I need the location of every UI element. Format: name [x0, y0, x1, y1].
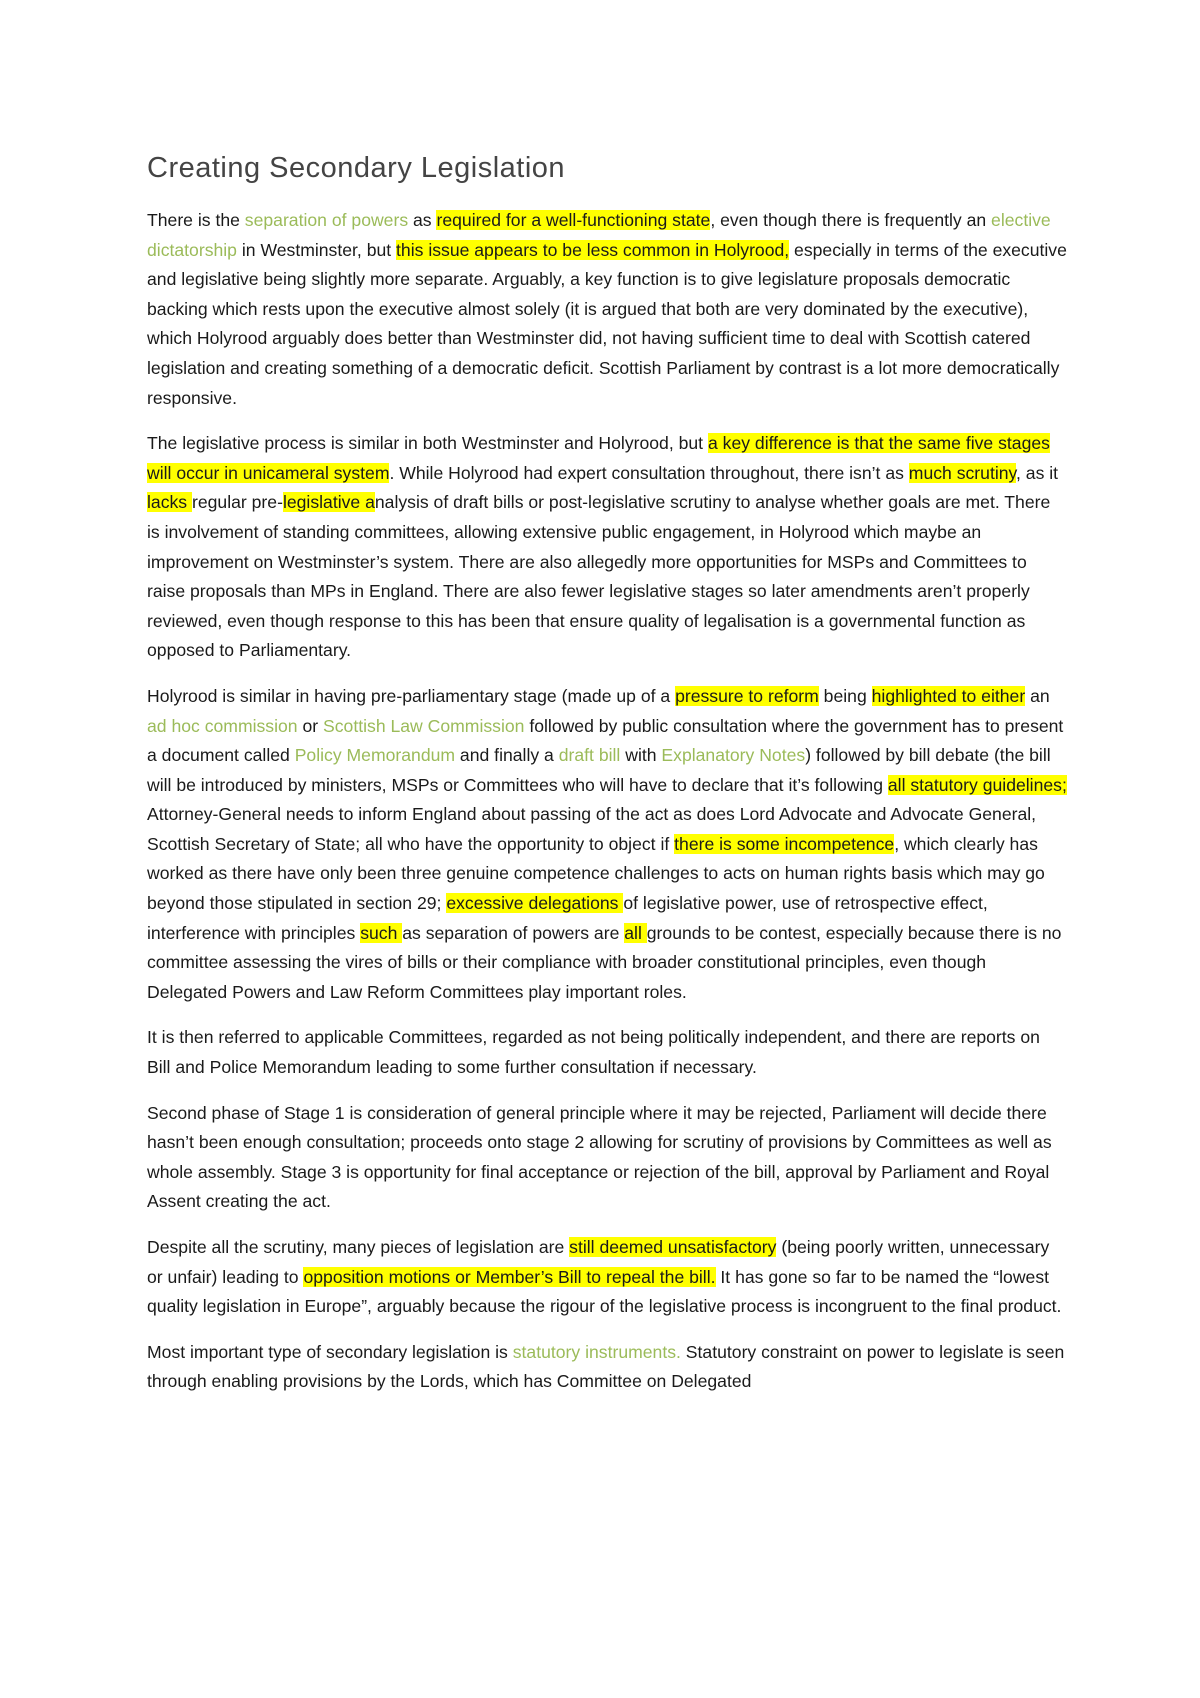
highlighted-text: still deemed unsatisfactory — [569, 1237, 777, 1257]
body-paragraph — [147, 1023, 1067, 1082]
body-paragraph — [147, 1233, 1067, 1322]
key-term: Explanatory Notes — [661, 745, 806, 766]
text-run: Attorney-General needs to inform England about passing of the act as does Lord Advocate and Advocate General, Scottish Secretary of State; all who have the opportunity to object if — [147, 804, 1037, 854]
text-run: being — [818, 685, 872, 706]
text-run: followed by public consultation where the government has to present a document called — [147, 715, 1064, 766]
highlighted-text: highlighted to either — [871, 685, 1026, 706]
highlighted-text: a key difference is that the same five stages will occur in unicameral system — [147, 433, 1050, 483]
text-run: The legislative process is similar in both Westminster and Holyrood, but — [147, 433, 708, 454]
text-run: It is then referred to applicable Committees, regarded as not being politically independent, and there are reports on Bill and Police Memorandum leading to some further consultation if necessary. — [147, 1027, 1040, 1078]
key-term: separation of powers — [244, 210, 409, 230]
text-run: Most important type of secondary legislation is — [147, 1341, 513, 1362]
text-run: an — [1025, 685, 1050, 706]
highlighted-text: lacks — [147, 492, 192, 513]
key-term: statutory instruments. — [512, 1341, 681, 1362]
highlighted-text: opposition motions or Member’s Bill to repeal the bill. — [303, 1266, 716, 1287]
text-run: Despite all the scrutiny, many pieces of legislation are — [147, 1237, 570, 1257]
text-run: There is the — [147, 210, 245, 230]
key-term: ad hoc commission — [147, 715, 298, 736]
document-title: Creating Secondary Legislation — [147, 152, 566, 184]
key-term: draft bill — [558, 745, 621, 766]
text-run: ) followed by bill debate (the bill will be introduced by ministers, MSPs or Committees who will have to declare that it’s following — [147, 745, 1051, 795]
highlighted-text: all statutory guidelines; — [887, 774, 1067, 795]
text-run: in Westminster, but — [236, 239, 397, 260]
text-run: as separation of powers are — [402, 922, 625, 943]
body-paragraph — [147, 206, 1067, 413]
document-body — [147, 148, 1067, 1413]
text-run: Holyrood is similar in having pre-parliamentary stage (made up of a — [147, 685, 676, 706]
highlighted-text: such — [360, 922, 403, 943]
text-run: It has gone so far to be named the “lowest quality legislation in Europe”, arguably because the rigour of the legislative process is incongruent to the final product. — [147, 1266, 1062, 1317]
body-paragraph — [147, 429, 1067, 666]
body-paragraph — [147, 1099, 1067, 1217]
highlighted-text: this issue appears to be less common in Holyrood, — [396, 239, 790, 260]
body-paragraph — [147, 1338, 1067, 1397]
text-run: , even though there is frequently an — [710, 210, 992, 230]
highlighted-text: legislative a — [282, 492, 375, 513]
body-paragraph — [147, 682, 1067, 1008]
highlighted-text: excessive delegations — [446, 893, 624, 914]
text-run: and finally a — [455, 745, 559, 766]
highlighted-text: much scrutiny — [908, 462, 1017, 483]
text-run: . While Holyrood had expert consultation throughout, there isn’t as — [389, 462, 909, 483]
key-term: Policy Memorandum — [294, 745, 456, 766]
text-run: grounds to be contest, especially because there is no committee assessing the vires of bills or their compliance with broader constitutional principles, even though Delegated Powers and Law Reform Committees play important roles. — [147, 922, 1062, 1002]
text-run: , which clearly has worked as there have only been three genuine competence challenges to acts on human rights basis which may go beyond those stipulated in section 29; — [147, 833, 1045, 914]
text-run: with — [620, 745, 662, 766]
text-run: Statutory constraint on power to legislate is seen through enabling provisions by the Lords, which has Committee on Delegated — [147, 1341, 1065, 1392]
highlighted-text: there is some incompetence — [674, 833, 895, 854]
text-run: Second phase of Stage 1 is consideration of general principle where it may be rejected, Parliament will decide there hasn’t been enough consultation; proceeds onto stage 2 allowing for scrutiny of provisions by Committees as well as whole assembly. Stage 3 is opportunity for final acceptance or rejection of the bill, approval by Parliament and Royal Assent creating the act. — [147, 1102, 1052, 1212]
highlighted-text: required for a well-functioning state — [436, 210, 711, 230]
text-run: (being poorly written, unnecessary or unfair) leading to — [147, 1237, 1050, 1287]
text-run: especially in terms of the executive and legislative being slightly more separate. Arguably, a key function is to give legislature proposals democratic backing which rests upon the executive almost solely (it is argued that both are very dominated by the executive), which Holyrood arguably does better than Westminster did, not having sufficient time to deal with Scottish catered legislation and creating something of a democratic deficit. Scottish Parliament by contrast is a lot more democratically responsive. — [147, 239, 1067, 408]
key-term: Scottish Law Commission — [323, 715, 525, 736]
text-run: of legislative power, use of retrospective effect, interference with principles — [147, 893, 988, 943]
highlighted-text: pressure to reform — [675, 685, 819, 706]
key-term: elective dictatorship — [147, 210, 1051, 260]
text-run: , as it — [1016, 462, 1059, 483]
text-run: nalysis of draft bills or post-legislative scrutiny to analyse whether goals are met. There is involvement of standing committees, allowing extensive public engagement, in Holyrood which maybe an improvement on Westminster’s system. There are also allegedly more opportunities for MSPs and Committees to raise proposals than MPs in England. There are also fewer legislative stages so later amendments aren’t properly reviewed, even though response to this has been that ensure quality of legalisation is a governmental function as opposed to Parliamentary. — [147, 492, 1051, 661]
text-run: or — [297, 715, 324, 736]
highlighted-text: all — [624, 922, 647, 943]
text-run: as — [408, 210, 437, 230]
text-run: regular pre- — [191, 492, 283, 513]
paragraph-container — [147, 206, 1067, 1397]
